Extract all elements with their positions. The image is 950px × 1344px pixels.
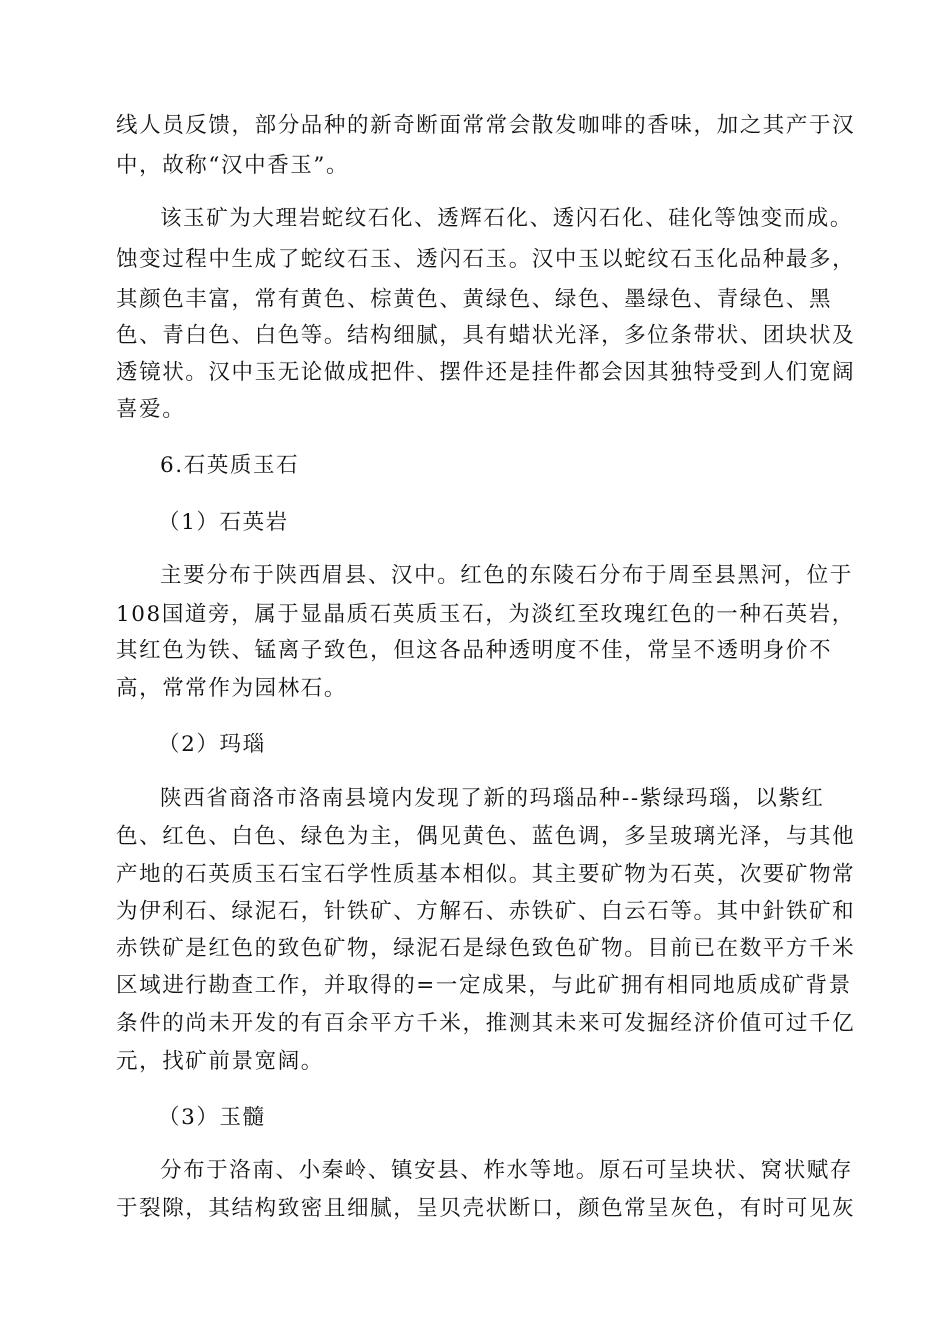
paragraph-line: 赤铁矿是红色的致色矿物，绿泥石是绿色致色矿物。目前已在数平方千米	[116, 936, 856, 961]
paragraph-line: 线人员反馈，部分品种的新奇断面常常会散发咖啡的香味，加之其产于汉	[116, 113, 856, 138]
paragraph-line: 区域进行勘查工作，并取得的=一定成果，与此矿拥有相同地质成矿背景	[116, 973, 852, 998]
section-heading: 6.石英质玉石	[160, 453, 300, 478]
paragraph-line: 蚀变过程中生成了蛇纹石玉、透闪石玉。汉中玉以蛇纹石玉化品种最多，	[116, 247, 856, 272]
paragraph-line: 其颜色丰富，常有黄色、棕黄色、黄绿色、绿色、墨绿色、青绿色、黑	[116, 287, 833, 312]
paragraph-line: 主要分布于陕西眉县、汉中。红色的东陵石分布于周至县黑河，位于	[160, 563, 854, 588]
paragraph-line: 其红色为铁、锰离子致色，但这各品种透明度不佳，常呈不透明身价不	[116, 638, 833, 663]
paragraph-line: 中，故称“汉中香玉”。	[116, 153, 350, 178]
paragraph-line: 于裂隙，其结构致密且细腻，呈贝壳状断口，颜色常呈灰色，有时可见灰	[116, 1196, 856, 1221]
paragraph-line: 分布于洛南、小秦岭、镇安县、柞水等地。原石可呈块状、窝状赋存	[160, 1158, 854, 1183]
paragraph-line: 色、青白色、白色等。结构细腻，具有蜡状光泽，多位条带状、团块状及	[116, 323, 856, 348]
paragraph-line: 陕西省商洛市洛南县境内发现了新的玛瑙品种--紫绿玛瑙，以紫红	[160, 786, 825, 811]
paragraph-line: 该玉矿为大理岩蛇纹石化、透辉石化、透闪石化、硅化等蚀变而成。	[160, 206, 854, 231]
paragraph-line: 条件的尚未开发的有百余平方千米，推测其未来可发掘经济价值可过千亿	[116, 1011, 856, 1036]
paragraph-line: 色、红色、白色、绿色为主，偶见黄色、蓝色调，多呈玻璃光泽，与其他	[116, 824, 856, 849]
subsection-heading: （3）玉髓	[158, 1105, 266, 1130]
paragraph-line: 108国道旁，属于显晶质石英质玉石，为淡红至玫瑰红色的一种石英岩，	[116, 602, 855, 627]
paragraph-line: 元，找矿前景宽阔。	[116, 1049, 324, 1074]
paragraph-line: 为伊利石、绿泥石，针铁矿、方解石、赤铁矿、白云石等。其中針铁矿和	[116, 899, 856, 924]
subsection-heading: （1）石英岩	[158, 510, 289, 535]
paragraph-line: 喜爱。	[116, 397, 186, 422]
paragraph-line: 产地的石英质玉石宝石学性质基本相似。其主要矿物为石英，次要矿物常	[116, 862, 856, 887]
paragraph-line: 透镜状。汉中玉无论做成把件、摆件还是挂件都会因其独特受到人们宽阔	[116, 360, 856, 385]
paragraph-line: 高，常常作为园林石。	[116, 676, 348, 701]
subsection-heading: （2）玛瑙	[158, 732, 266, 757]
